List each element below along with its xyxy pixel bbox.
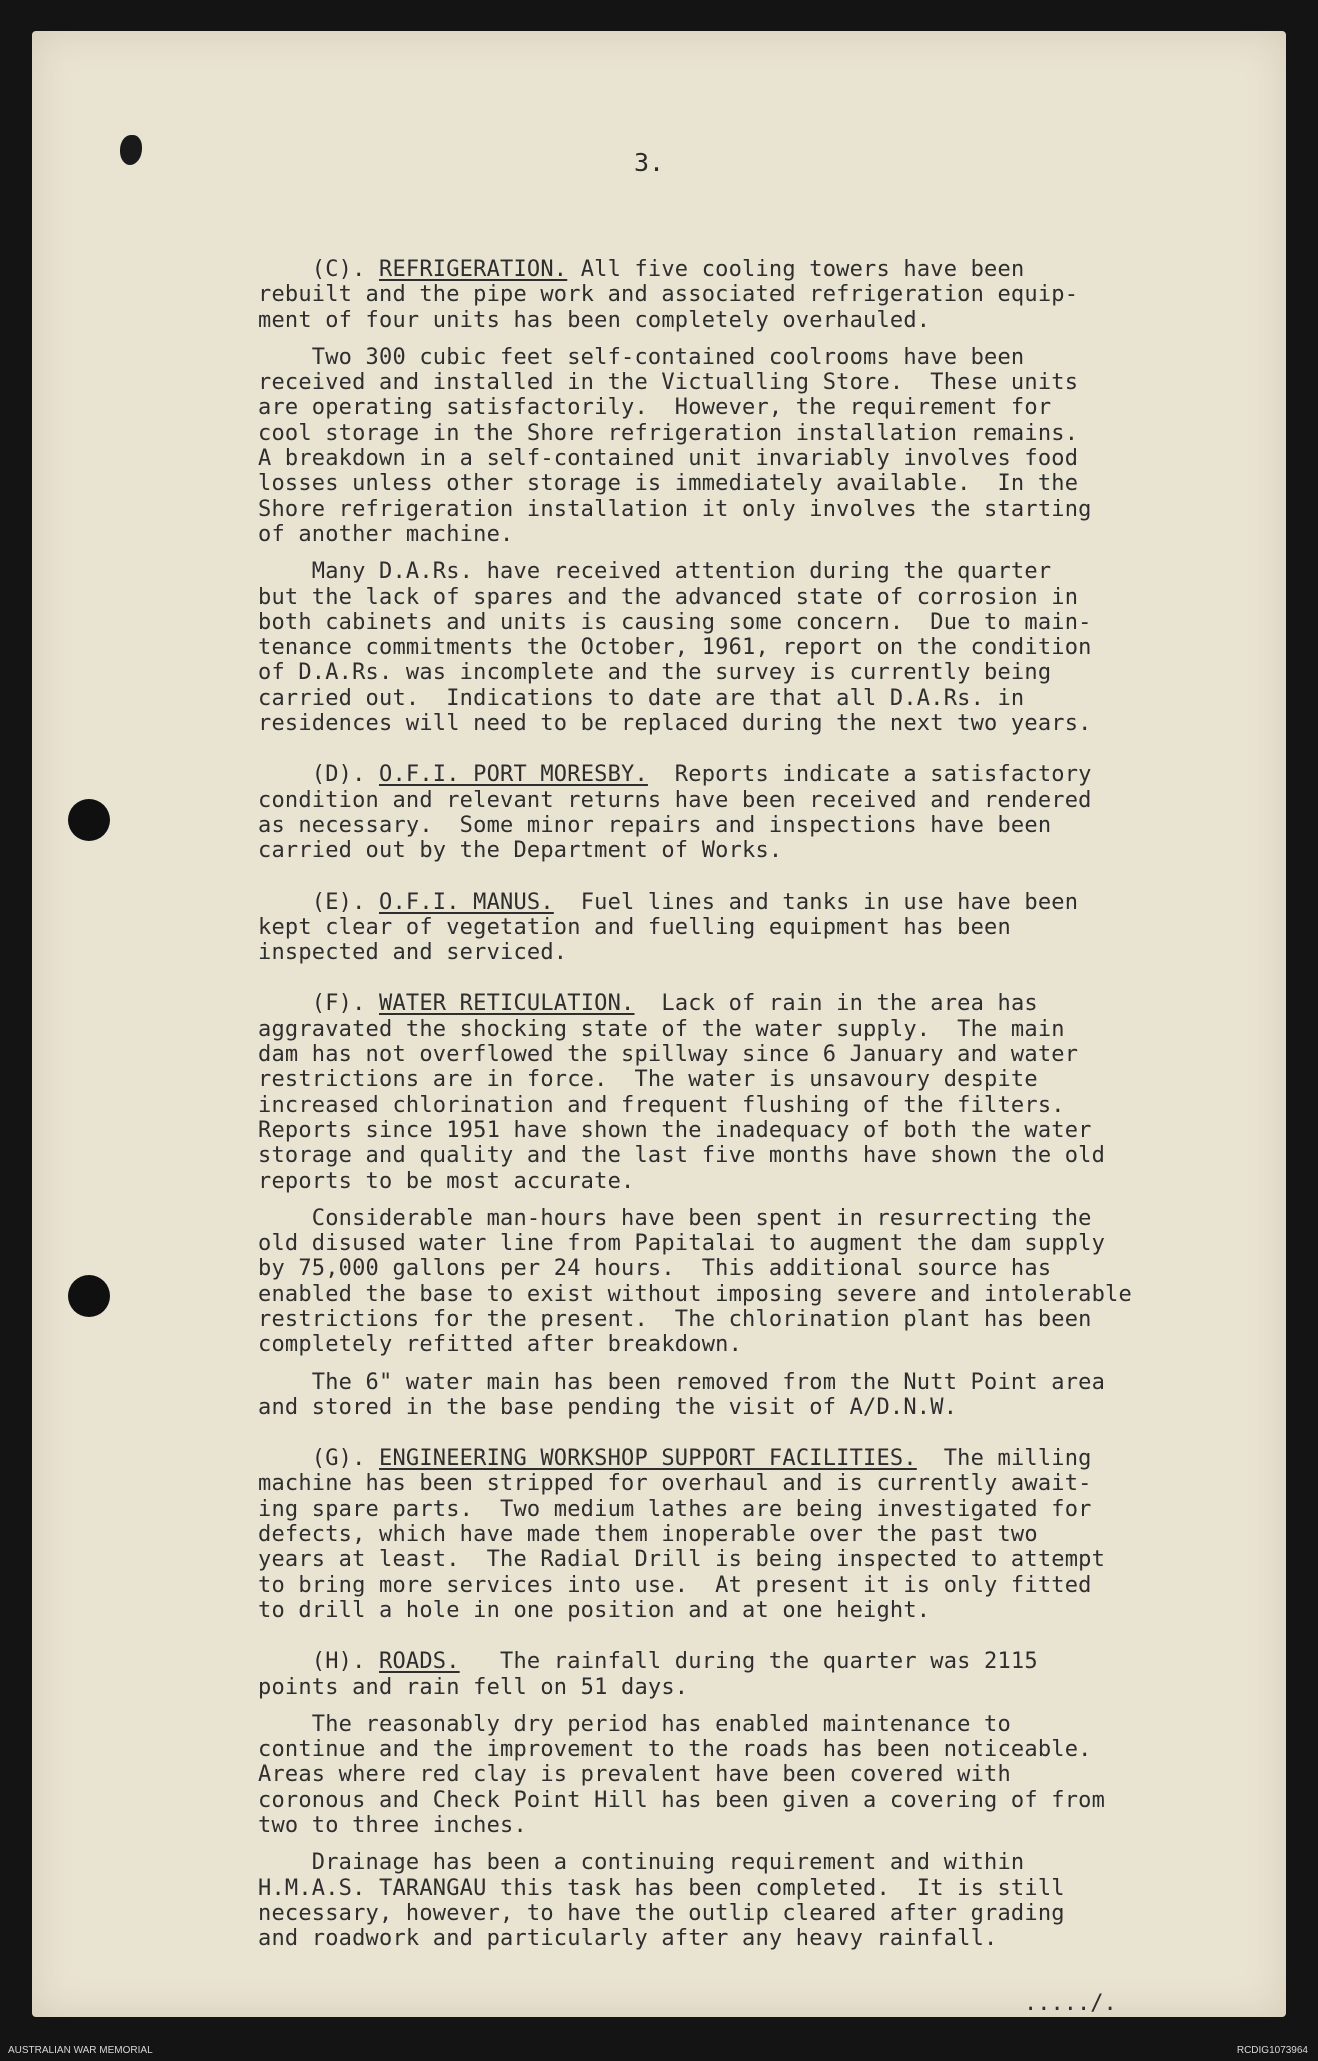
section-f-para-1	[258, 991, 1268, 1193]
section-c-text-1: All five cooling towers have been rebuilt and the pipe work and associated refrigeration equip- ment of four units has been completely overhauled.	[258, 257, 1079, 333]
section-f-label: (F).	[311, 991, 366, 1017]
section-h-para-3: Drainage has been a continuing requirement and within H.M.A.S. TARANGAU this task has been completed. It is still necessary, however, to have the outlip cleared after grading and roadwork and particularly after any heavy rainfall.	[258, 1850, 1065, 1952]
section-g-heading: ENGINEERING WORKSHOP SUPPORT FACILITIES.	[379, 1446, 917, 1472]
section-c-para-1	[258, 257, 1268, 333]
section-d-heading: O.F.I. PORT MORESBY.	[379, 762, 648, 788]
section-f-text-1: Lack of rain in the area has aggravated the shocking state of the water supply. The main dam has not overflowed the spillway since 6 January and water restrictions are in force. The water is unsavoury despite increased chlorination and frequent flushing of the filters. Reports since 1951 have shown the inadequacy of both the water storage and quality and the last five months have shown the old reports to be most accurate.	[258, 991, 1106, 1194]
section-f-heading: WATER RETICULATION.	[379, 991, 635, 1017]
section-d-para-1	[258, 762, 1268, 863]
section-h-label: (H).	[311, 1649, 366, 1675]
section-g-para-1	[258, 1446, 1268, 1623]
section-f-para-2: Considerable man-hours have been spent in resurrecting the old disused water line from Papitalai to augment the dam supply by 75,000 gallons per 24 hours. This additional source has enabled the base to exist without imposing severe and intolerable restrictions for the present. The chlorination plant has been completely refitted after breakdown.	[258, 1205, 1132, 1358]
section-e-text-1: Fuel lines and tanks in use have been kept clear of vegetation and fuelling equipment has been inspected and serviced.	[258, 889, 1079, 966]
document-page	[32, 31, 1286, 2017]
section-e-heading: O.F.I. MANUS.	[379, 889, 554, 915]
section-h-heading: ROADS.	[379, 1649, 460, 1675]
torn-edge-mark	[120, 135, 142, 165]
section-f-para-3: The 6" water main has been removed from the Nutt Point area and stored in the base pending the visit of A/D.N.W.	[258, 1369, 1106, 1420]
section-g-text-1: The milling machine has been stripped for overhaul and is currently await- ing spare parts. Two medium lathes are being investigated for defects, which have made them inoperable over the past two years at least. The Radial Drill is being inspected to attempt to bring more services into use. At present it is only fitted to drill a hole in one position and at one height.	[258, 1446, 1106, 1623]
section-d-text-1: Reports indicate a satisfactory condition and relevant returns have been received and rendered as necessary. Some minor repairs and inspections have been carried out by the Department of Works.	[258, 762, 1092, 864]
section-h-para-1	[258, 1649, 1268, 1700]
section-e-para-1	[258, 890, 1268, 966]
punch-hole-upper	[68, 799, 110, 841]
archive-credit: AUSTRALIAN WAR MEMORIAL	[8, 2045, 153, 2056]
section-e-label: (E).	[311, 889, 366, 915]
document-body	[258, 257, 1268, 1952]
punch-hole-lower	[68, 1275, 110, 1317]
section-c-label: (C).	[311, 257, 366, 282]
section-h-text-1: The rainfall during the quarter was 2115 points and rain fell on 51 days.	[258, 1649, 1038, 1700]
page-number: 3.	[634, 148, 665, 177]
section-c-para-2: Two 300 cubic feet self-contained coolrooms have been received and installed in the Victualling Store. These units are operating satisfactorily. However, the requirement for cool storage in the Shore refrigeration installation remains. A breakdown in a self-contained unit invariably involves food losses unless other storage is immediately available. In the Shore refrigeration installation it only involves the starting of another machine.	[258, 344, 1092, 547]
section-c-para-3: Many D.A.Rs. have received attention during the quarter but the lack of spares and the advanced state of corrosion in both cabinets and units is causing some concern. Due to main- tenance commitments the October, 1961, report on the condition of D.A.Rs. was incomplete and the survey is currently being carried out. Indications to date are that all D.A.Rs. in residences will need to be replaced during the next two years.	[258, 559, 1092, 737]
section-c-heading: REFRIGERATION.	[379, 257, 568, 282]
continuation-mark: ...../.	[1024, 1991, 1117, 2016]
section-h-para-2: The reasonably dry period has enabled maintenance to continue and the improvement to the roads has been noticeable. Areas where red clay is prevalent have been covered with coronous and Check Point Hill has been given a covering of from two to three inches.	[258, 1711, 1106, 1839]
archive-reference: RCDIG1073964	[1236, 2045, 1308, 2056]
section-g-label: (G).	[311, 1446, 366, 1472]
section-d-label: (D).	[311, 762, 366, 788]
